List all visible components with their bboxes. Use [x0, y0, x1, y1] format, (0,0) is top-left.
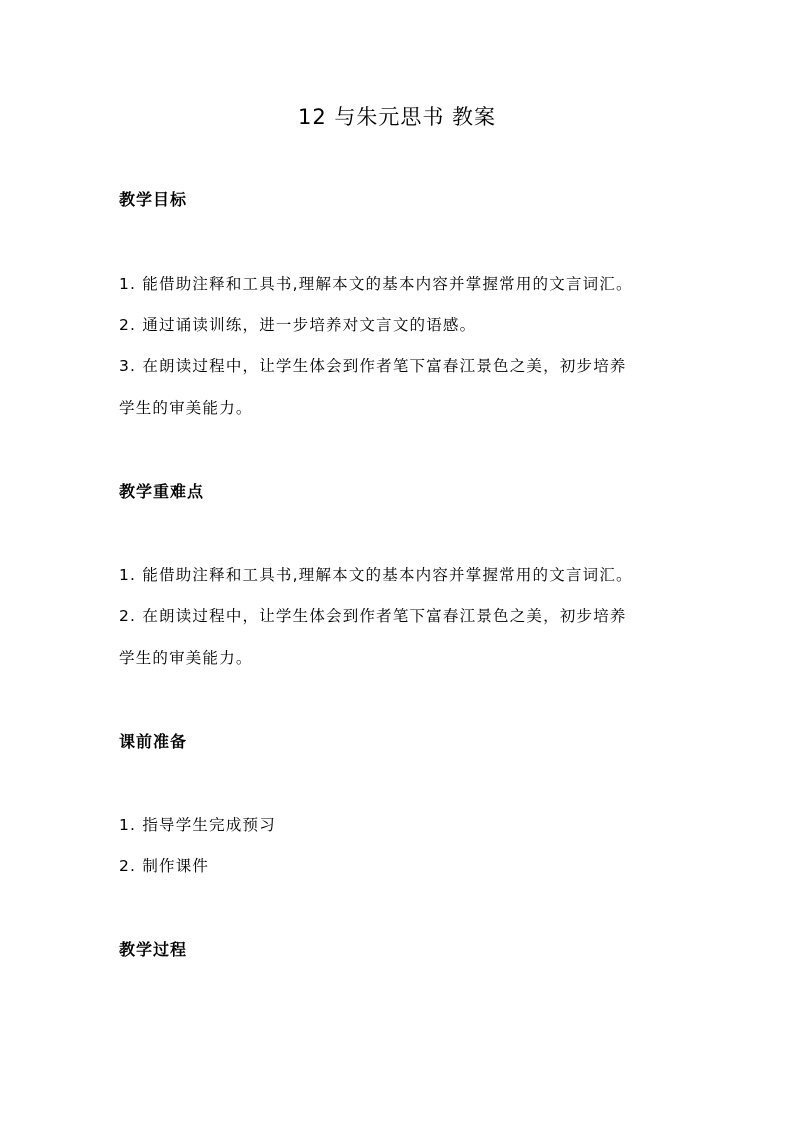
- preparation-line-2: 2. 制作课件: [119, 857, 210, 875]
- document-title: 12 与朱元思书 教案: [297, 105, 497, 129]
- preparation-line-1: 1. 指导学生完成预习: [119, 816, 276, 834]
- objective-line-1: 1. 能借助注释和工具书,理解本文的基本内容并掌握常用的文言词汇。: [119, 275, 633, 293]
- section-heading-process: 教学过程: [119, 940, 188, 959]
- key-point-line-1: 1. 能借助注释和工具书,理解本文的基本内容并掌握常用的文言词汇。: [119, 566, 633, 584]
- key-point-line-2: 2. 在朗读过程中，让学生体会到作者笔下富春江景色之美，初步培养: [119, 607, 627, 625]
- section-heading-key-points: 教学重难点: [119, 482, 205, 501]
- section-heading-preparation: 课前准备: [119, 732, 188, 751]
- objective-line-3-cont: 学生的审美能力。: [119, 399, 253, 417]
- objective-line-2: 2. 通过诵读训练，进一步培养对文言文的语感。: [119, 316, 477, 334]
- key-point-line-2-cont: 学生的审美能力。: [119, 649, 253, 667]
- objective-line-3: 3. 在朗读过程中，让学生体会到作者笔下富春江景色之美，初步培养: [119, 357, 627, 375]
- section-heading-objectives: 教学目标: [119, 190, 188, 209]
